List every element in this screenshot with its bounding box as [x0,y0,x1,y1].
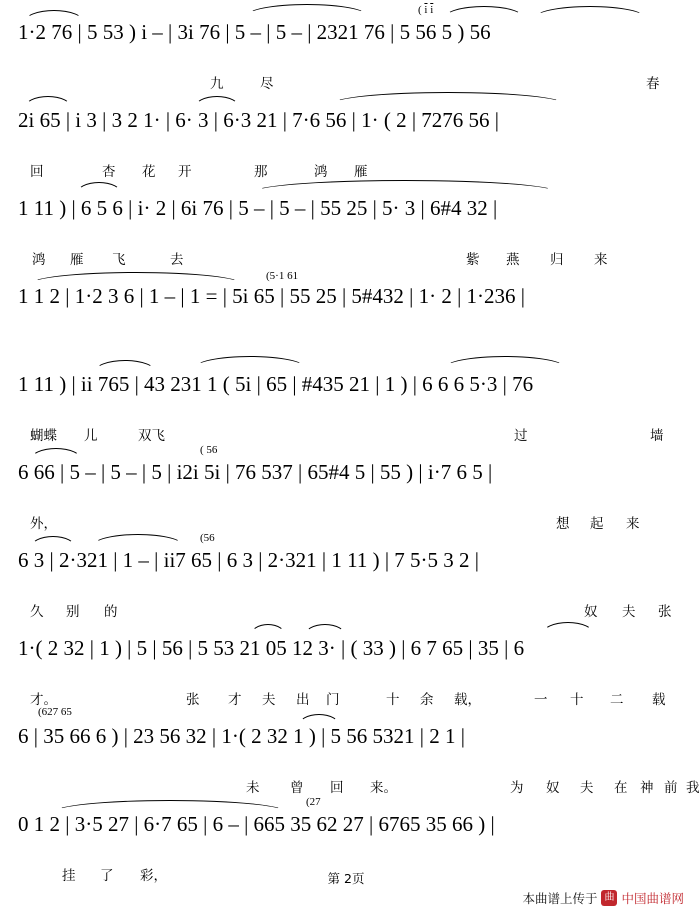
system-9-mark: (627 65 [38,706,72,718]
lyric-syllable: 回 [330,780,344,796]
lyric-syllable: 燕 [506,252,520,268]
lyric-syllable: 那 [254,164,268,180]
music-system-4 [14,264,678,352]
site-credit [522,889,684,907]
system-1-notes [14,0,678,54]
lyric-syllable: 出 [296,692,310,708]
system-4-mark: (5·1 61 [266,270,299,282]
system-7-mark: (56 [200,532,215,544]
lyric-syllable: 二 [610,692,624,708]
lyric-syllable: 十 [570,692,584,708]
lyric-syllable: 鸿 [32,252,46,268]
system-6-mark: ( 56 [200,444,218,456]
lyric-syllable: 张 [658,604,672,620]
music-system-3 [14,176,678,268]
lyric-syllable: 开 [178,164,192,180]
lyric-syllable: 奴 [546,780,560,796]
lyric-syllable: 一 [534,692,548,708]
system-1-mark: ( $\overline{i}$ $\overline{i}$ [418,4,434,16]
lyric-syllable: 雁 [354,164,368,180]
lyric-syllable: 了 [100,868,114,884]
lyric-syllable: 尽 [260,76,274,92]
lyric-syllable: 墙 [650,428,664,444]
music-system-2 [14,88,678,180]
lyric-syllable: 来 [594,252,608,268]
note-row: 0 1 2 | 3·5 27 | 6·7 65 | 6 – | 665 35 62 27 | 6765 35 66 ) | [18,812,495,836]
note-row: 1 11 ) | ii 765 | 43 231 1 ( 5i | 65 | #435 21 | 1 ) | 6 6 6 5·3 | 76 [18,372,534,396]
lyric-syllable: 起 [590,516,604,532]
lyric-syllable: 蝴蝶 [30,428,57,444]
lyric-syllable: 的 [104,604,118,620]
lyric-syllable: 奴 [584,604,598,620]
site-logo-icon: 曲 [601,890,617,906]
music-system-8 [14,616,678,708]
lyric-syllable: 我 [686,780,700,796]
music-system-7 [14,528,678,620]
lyric-syllable: 夫 [580,780,594,796]
lyric-syllable: 飞 [112,252,126,268]
system-4-notes [14,264,678,318]
lyric-syllable: 外， [30,516,57,532]
lyric-syllable: 挂 [62,868,76,884]
music-system-5 [14,352,678,444]
music-system-9 [14,704,700,796]
lyric-syllable: 去 [170,252,184,268]
system-2-notes [14,88,678,142]
lyric-syllable: 彩， [140,868,167,884]
page-number: 第 2页 [327,871,365,886]
note-row: 1·( 2 32 | 1 ) | 5 | 56 | 5 53 21 05 12 3· | ( 33 ) | 6 7 65 | 35 | 6 [18,636,525,660]
lyric-syllable: 久 [30,604,44,620]
system-10-mark: (27 [306,796,321,808]
site-name[interactable]: 中国曲谱网 [621,891,684,906]
note-row: 2i 65 | i 3 | 3 2 1· | 6· 3 | 6·3 21 | 7·6 56 | 1· ( 2 | 7276 56 | [18,108,500,132]
lyric-syllable: 载， [454,692,481,708]
lyric-syllable: 未 [246,780,260,796]
system-9-notes [14,704,678,758]
note-row: 6 | 35 66 6 ) | 23 56 32 | 1·( 2 32 1 ) | 5 56 5321 | 2 1 | [18,724,465,748]
music-system-10 [14,792,678,884]
lyric-syllable: 来。 [370,780,397,796]
lyric-syllable: 回 [30,164,44,180]
lyric-syllable: 九 [210,76,224,92]
lyric-syllable: 为 [510,780,524,796]
lyric-syllable: 十 [386,692,400,708]
credit-prefix: 本曲谱上传于 [522,891,598,906]
lyric-syllable: 过 [514,428,528,444]
system-5-notes [14,352,678,406]
system-10-notes [14,792,678,846]
lyric-syllable: 雁 [70,252,84,268]
note-row: 1·2 76 | 5 53 ) i – | 3i 76 | 5 – | 5 – | 2321 76 | 5 56 5 ) 56 [18,20,491,44]
lyric-syllable: 儿 [84,428,98,444]
lyric-syllable: 曾 [290,780,304,796]
lyric-syllable: 夫 [262,692,276,708]
lyric-syllable: 载 [652,692,666,708]
lyric-syllable: 门 [326,692,340,708]
lyric-syllable: 在 [614,780,628,796]
lyric-syllable: 才 [228,692,242,708]
music-system-6 [14,440,678,532]
lyric-syllable: 花 [142,164,156,180]
note-row: 1 1 2 | 1·2 3 6 | 1 – | 1 = | 5i 65 | 55 25 | 5#432 | 1· 2 | 1·236 | [18,284,525,308]
lyric-syllable: 紫 [466,252,480,268]
lyric-syllable: 鸿 [314,164,328,180]
lyric-syllable: 双飞 [138,428,165,444]
lyric-syllable: 来 [626,516,640,532]
system-3-notes [14,176,678,230]
note-row: 1 11 ) | 6 5 6 | i· 2 | 6i 76 | 5 – | 5 – | 55 25 | 5· 3 | 6#4 32 | [18,196,498,220]
lyric-syllable: 别 [66,604,80,620]
lyric-syllable: 余 [420,692,434,708]
lyric-syllable: 神 [640,780,654,796]
lyric-syllable: 春 [646,76,660,92]
note-row: 6 66 | 5 – | 5 – | 5 | i2i 5i | 76 537 | 65#4 5 | 55 ) | i·7 6 5 | [18,460,493,484]
lyric-syllable: 杏 [102,164,116,180]
lyric-syllable: 归 [550,252,564,268]
system-7-notes [14,528,678,582]
system-6-notes [14,440,678,494]
lyric-syllable: 张 [186,692,200,708]
music-system-1 [14,0,678,92]
lyric-syllable: 前 [664,780,678,796]
lyric-syllable: 想 [556,516,570,532]
system-8-notes [14,616,678,670]
lyric-syllable: 才。 [30,692,57,708]
note-row: 6 3 | 2·321 | 1 – | ii7 65 | 6 3 | 2·321 | 1 11 ) | 7 5·5 3 2 | [18,548,479,572]
lyric-syllable: 夫 [622,604,636,620]
